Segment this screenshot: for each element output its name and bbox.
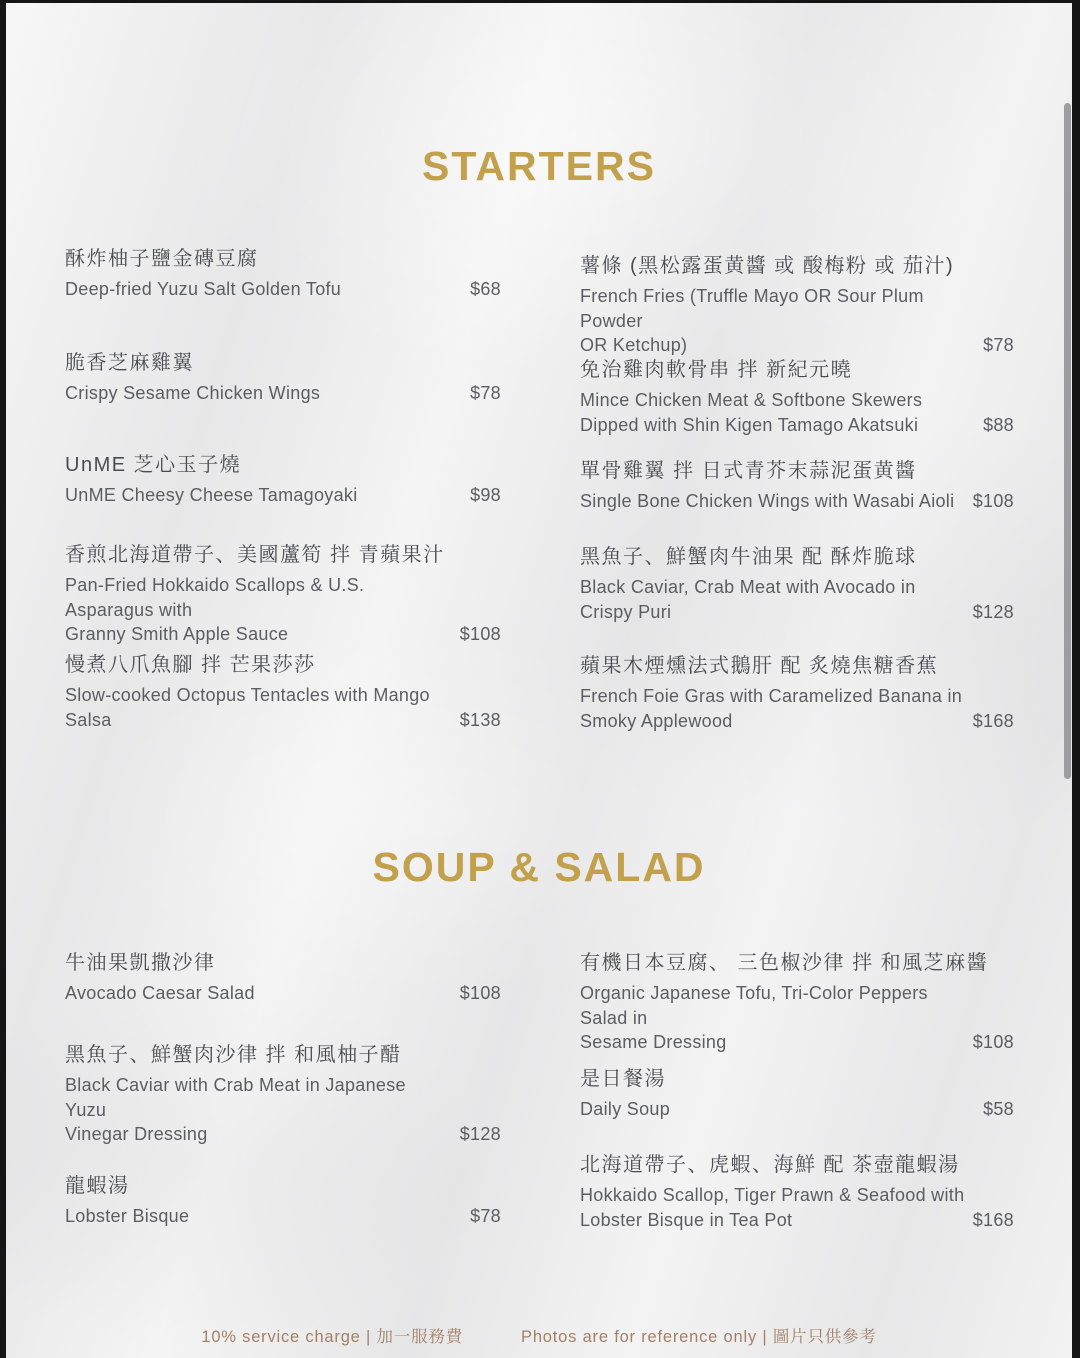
menu-item [580, 1066, 1014, 1122]
menu-item [580, 1152, 1014, 1232]
service-charge-note: 10% service charge | 加一服務費 [201, 1328, 464, 1346]
item-name-zh: 薯條 (黑松露蛋黄醬 或 酸梅粉 或 茄汁) [580, 255, 955, 277]
menu-page [6, 3, 1072, 1358]
menu-item [580, 950, 1014, 1055]
item-name-en: Deep-fried Yuzu Salt Golden Tofu [65, 279, 342, 299]
footer [6, 1323, 1072, 1347]
item-price: $128 [972, 601, 1014, 622]
menu-item [580, 653, 1014, 733]
item-price: $168 [972, 710, 1014, 731]
item-name-zh: 酥炸柚子鹽金磚豆腐 [65, 248, 259, 270]
item-name-zh: 黑魚子、鮮蟹肉沙律 拌 和風柚子醋 [65, 1044, 402, 1066]
menu-item [65, 452, 501, 508]
item-name-zh: 是日餐湯 [580, 1068, 666, 1090]
item-name-zh: 脆香芝麻雞翼 [65, 352, 194, 374]
item-name-zh: 有機日本豆腐、 三色椒沙律 拌 和風芝麻醬 [580, 952, 989, 974]
item-name-en: Black Caviar, Crab Meat with Avocado in Crispy Puri [580, 577, 916, 622]
menu-item [65, 350, 501, 406]
item-price: $78 [470, 1206, 501, 1226]
menu-item [65, 1042, 501, 1147]
item-name-en: Slow-cooked Octopus Tentacles with Mango Salsa [65, 685, 430, 730]
item-name-zh: 慢煮八爪魚腳 拌 芒果莎莎 [65, 654, 316, 676]
menu-item [580, 544, 1014, 624]
item-name-en: Pan-Fried Hokkaido Scallops & U.S. Asparagus with Granny Smith Apple Sauce [65, 575, 365, 644]
item-name-en: Black Caviar with Crab Meat in Japanese Yuzu Vinegar Dressing [65, 1075, 406, 1144]
item-name-en: French Foie Gras with Caramelized Banana in Smoky Applewood [580, 686, 963, 731]
item-name-zh: 蘋果木煙燻法式鵝肝 配 炙燒焦糖香蕉 [580, 655, 939, 677]
item-name-en: Lobster Bisque [65, 1206, 190, 1226]
section-title-starters: STARTERS [422, 143, 656, 189]
item-name-zh: 北海道帶子、虎蝦、海鮮 配 茶壺龍蝦湯 [580, 1154, 960, 1176]
item-price: $168 [972, 1209, 1014, 1230]
item-name-zh: 免治雞肉軟骨串 拌 新紀元曉 [580, 359, 853, 381]
photos-reference-note: Photos are for reference only | 圖片只供參考 [521, 1328, 877, 1346]
item-name-en: Single Bone Chicken Wings with Wasabi Aioli [580, 491, 955, 511]
item-name-en: Crispy Sesame Chicken Wings [65, 383, 321, 403]
item-name-zh: UnME 芝心玉子燒 [65, 454, 242, 476]
menu-item [580, 253, 1014, 358]
item-name-en: Avocado Caesar Salad [65, 983, 255, 1003]
item-price: $98 [470, 485, 501, 505]
item-price: $108 [459, 624, 501, 644]
section-title-soup-salad: SOUP & SALAD [372, 844, 706, 890]
item-name-zh: 香煎北海道帶子、美國蘆筍 拌 青蘋果汁 [65, 544, 445, 566]
item-name-zh: 黑魚子、鮮蟹肉牛油果 配 酥炸脆球 [580, 546, 917, 568]
item-price: $68 [470, 279, 501, 299]
item-name-en: Organic Japanese Tofu, Tri-Color Peppers Salad in Sesame Dressing [580, 983, 928, 1052]
scrollbar-thumb[interactable] [1064, 103, 1071, 779]
item-price: $78 [983, 335, 1014, 355]
item-name-en: Mince Chicken Meat & Softbone Skewers Dipped with Shin Kigen Tamago Akatsuki [580, 390, 923, 435]
item-name-en: French Fries (Truffle Mayo OR Sour Plum Powder OR Ketchup) [580, 286, 924, 355]
item-name-zh: 龍蝦湯 [65, 1175, 130, 1197]
item-price: $108 [972, 491, 1014, 511]
item-price: $128 [459, 1124, 501, 1144]
menu-item [65, 652, 501, 732]
item-name-zh: 牛油果凱撒沙律 [65, 952, 216, 974]
menu-item [580, 458, 1014, 514]
menu-item [580, 357, 1014, 437]
menu-item [65, 246, 501, 302]
menu-item [65, 950, 501, 1006]
item-price: $138 [459, 709, 501, 730]
item-price: $58 [983, 1099, 1014, 1119]
item-name-zh: 單骨雞翼 拌 日式青芥末蒜泥蛋黄醬 [580, 460, 917, 482]
item-name-en: Hokkaido Scallop, Tiger Prawn & Seafood with Lobster Bisque in Tea Pot [580, 1185, 965, 1230]
item-price: $88 [983, 414, 1014, 435]
item-price: $78 [470, 383, 501, 403]
menu-item [65, 1173, 501, 1229]
item-name-en: UnME Cheesy Cheese Tamagoyaki [65, 485, 358, 505]
menu-item [65, 542, 501, 647]
item-price: $108 [972, 1032, 1014, 1052]
item-name-en: Daily Soup [580, 1099, 671, 1119]
item-price: $108 [459, 983, 501, 1003]
